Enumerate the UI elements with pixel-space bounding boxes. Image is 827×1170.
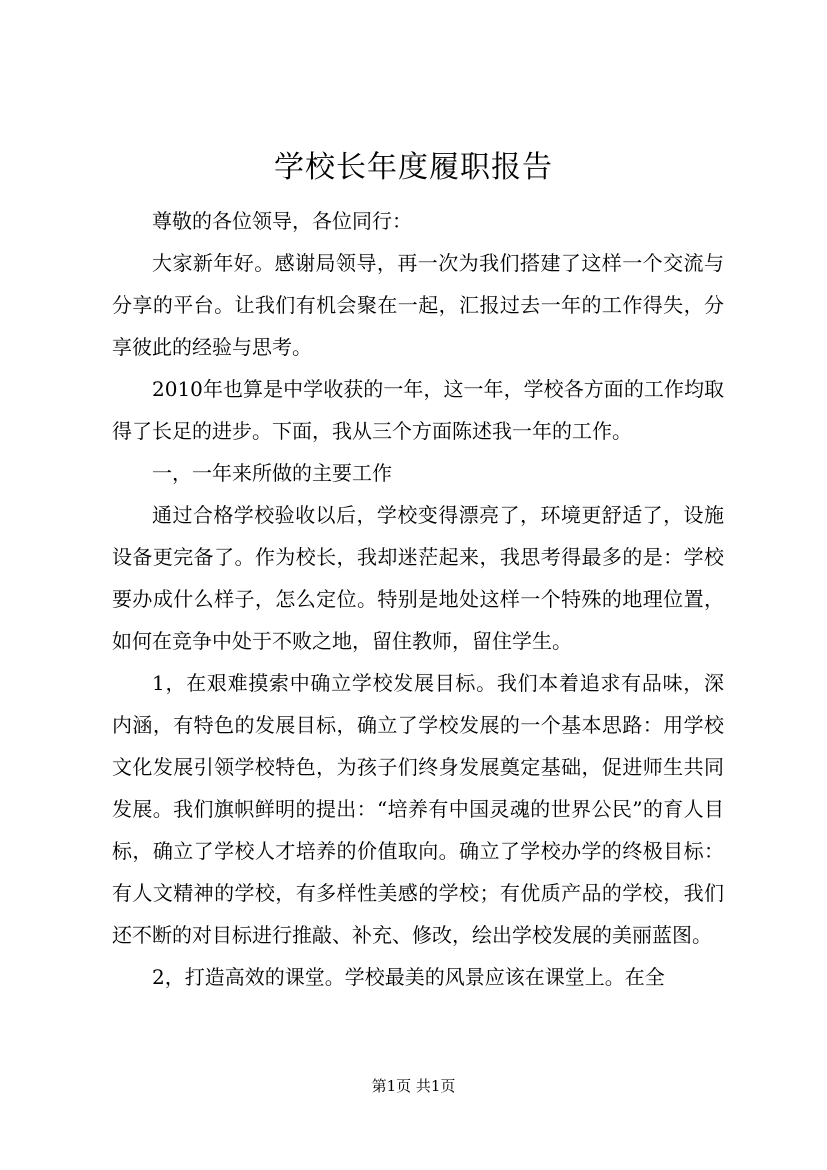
- document-body: [112, 200, 724, 998]
- body-paragraph: 通过合格学校验收以后，学校变得漂亮了，环境更舒适了，设施设备更完备了。作为校长，我却迷茫起来，我思考得最多的是：学校要办成什么样子，怎么定位。特别是地处这样一个特殊的地理位置，如何在竞争中处于不败之地，留住教师，留住学生。: [112, 503, 724, 653]
- page-footer: 第1页 共1页: [371, 1077, 456, 1095]
- section-heading: 一，一年来所做的主要工作: [152, 461, 392, 485]
- body-paragraph: 1，在艰难摸索中确立学校发展目标。我们本着追求有品味，深内涵，有特色的发展目标，确立了学校发展的一个基本思路：用学校文化发展引领学校特色，为孩子们终身发展奠定基础，促进师生共同发展。我们旗帜鲜明的提出：“培养有中国灵魂的世界公民”的育人目标，确立了学校人才培养的价值取向。确立了学校办学的终极目标：有人文精神的学校，有多样性美感的学校；有优质产品的学校，我们还不断的对目标进行推敲、补充、修改，绘出学校发展的美丽蓝图。: [112, 671, 724, 947]
- document-title: 学校长年度履职报告: [274, 150, 553, 185]
- body-paragraph: 2，打造高效的课堂。学校最美的风景应该在课堂上。在全: [152, 965, 665, 989]
- intro-paragraph: 2010年也算是中学收获的一年，这一年，学校各方面的工作均取得了长足的进步。下面，我从三个方面陈述我一年的工作。: [112, 377, 724, 443]
- greeting-paragraph: 大家新年好。感谢局领导，再一次为我们搭建了这样一个交流与分享的平台。让我们有机会聚在一起，汇报过去一年的工作得失，分享彼此的经验与思考。: [112, 251, 724, 359]
- salutation-paragraph: 尊敬的各位领导，各位同行：: [152, 209, 412, 233]
